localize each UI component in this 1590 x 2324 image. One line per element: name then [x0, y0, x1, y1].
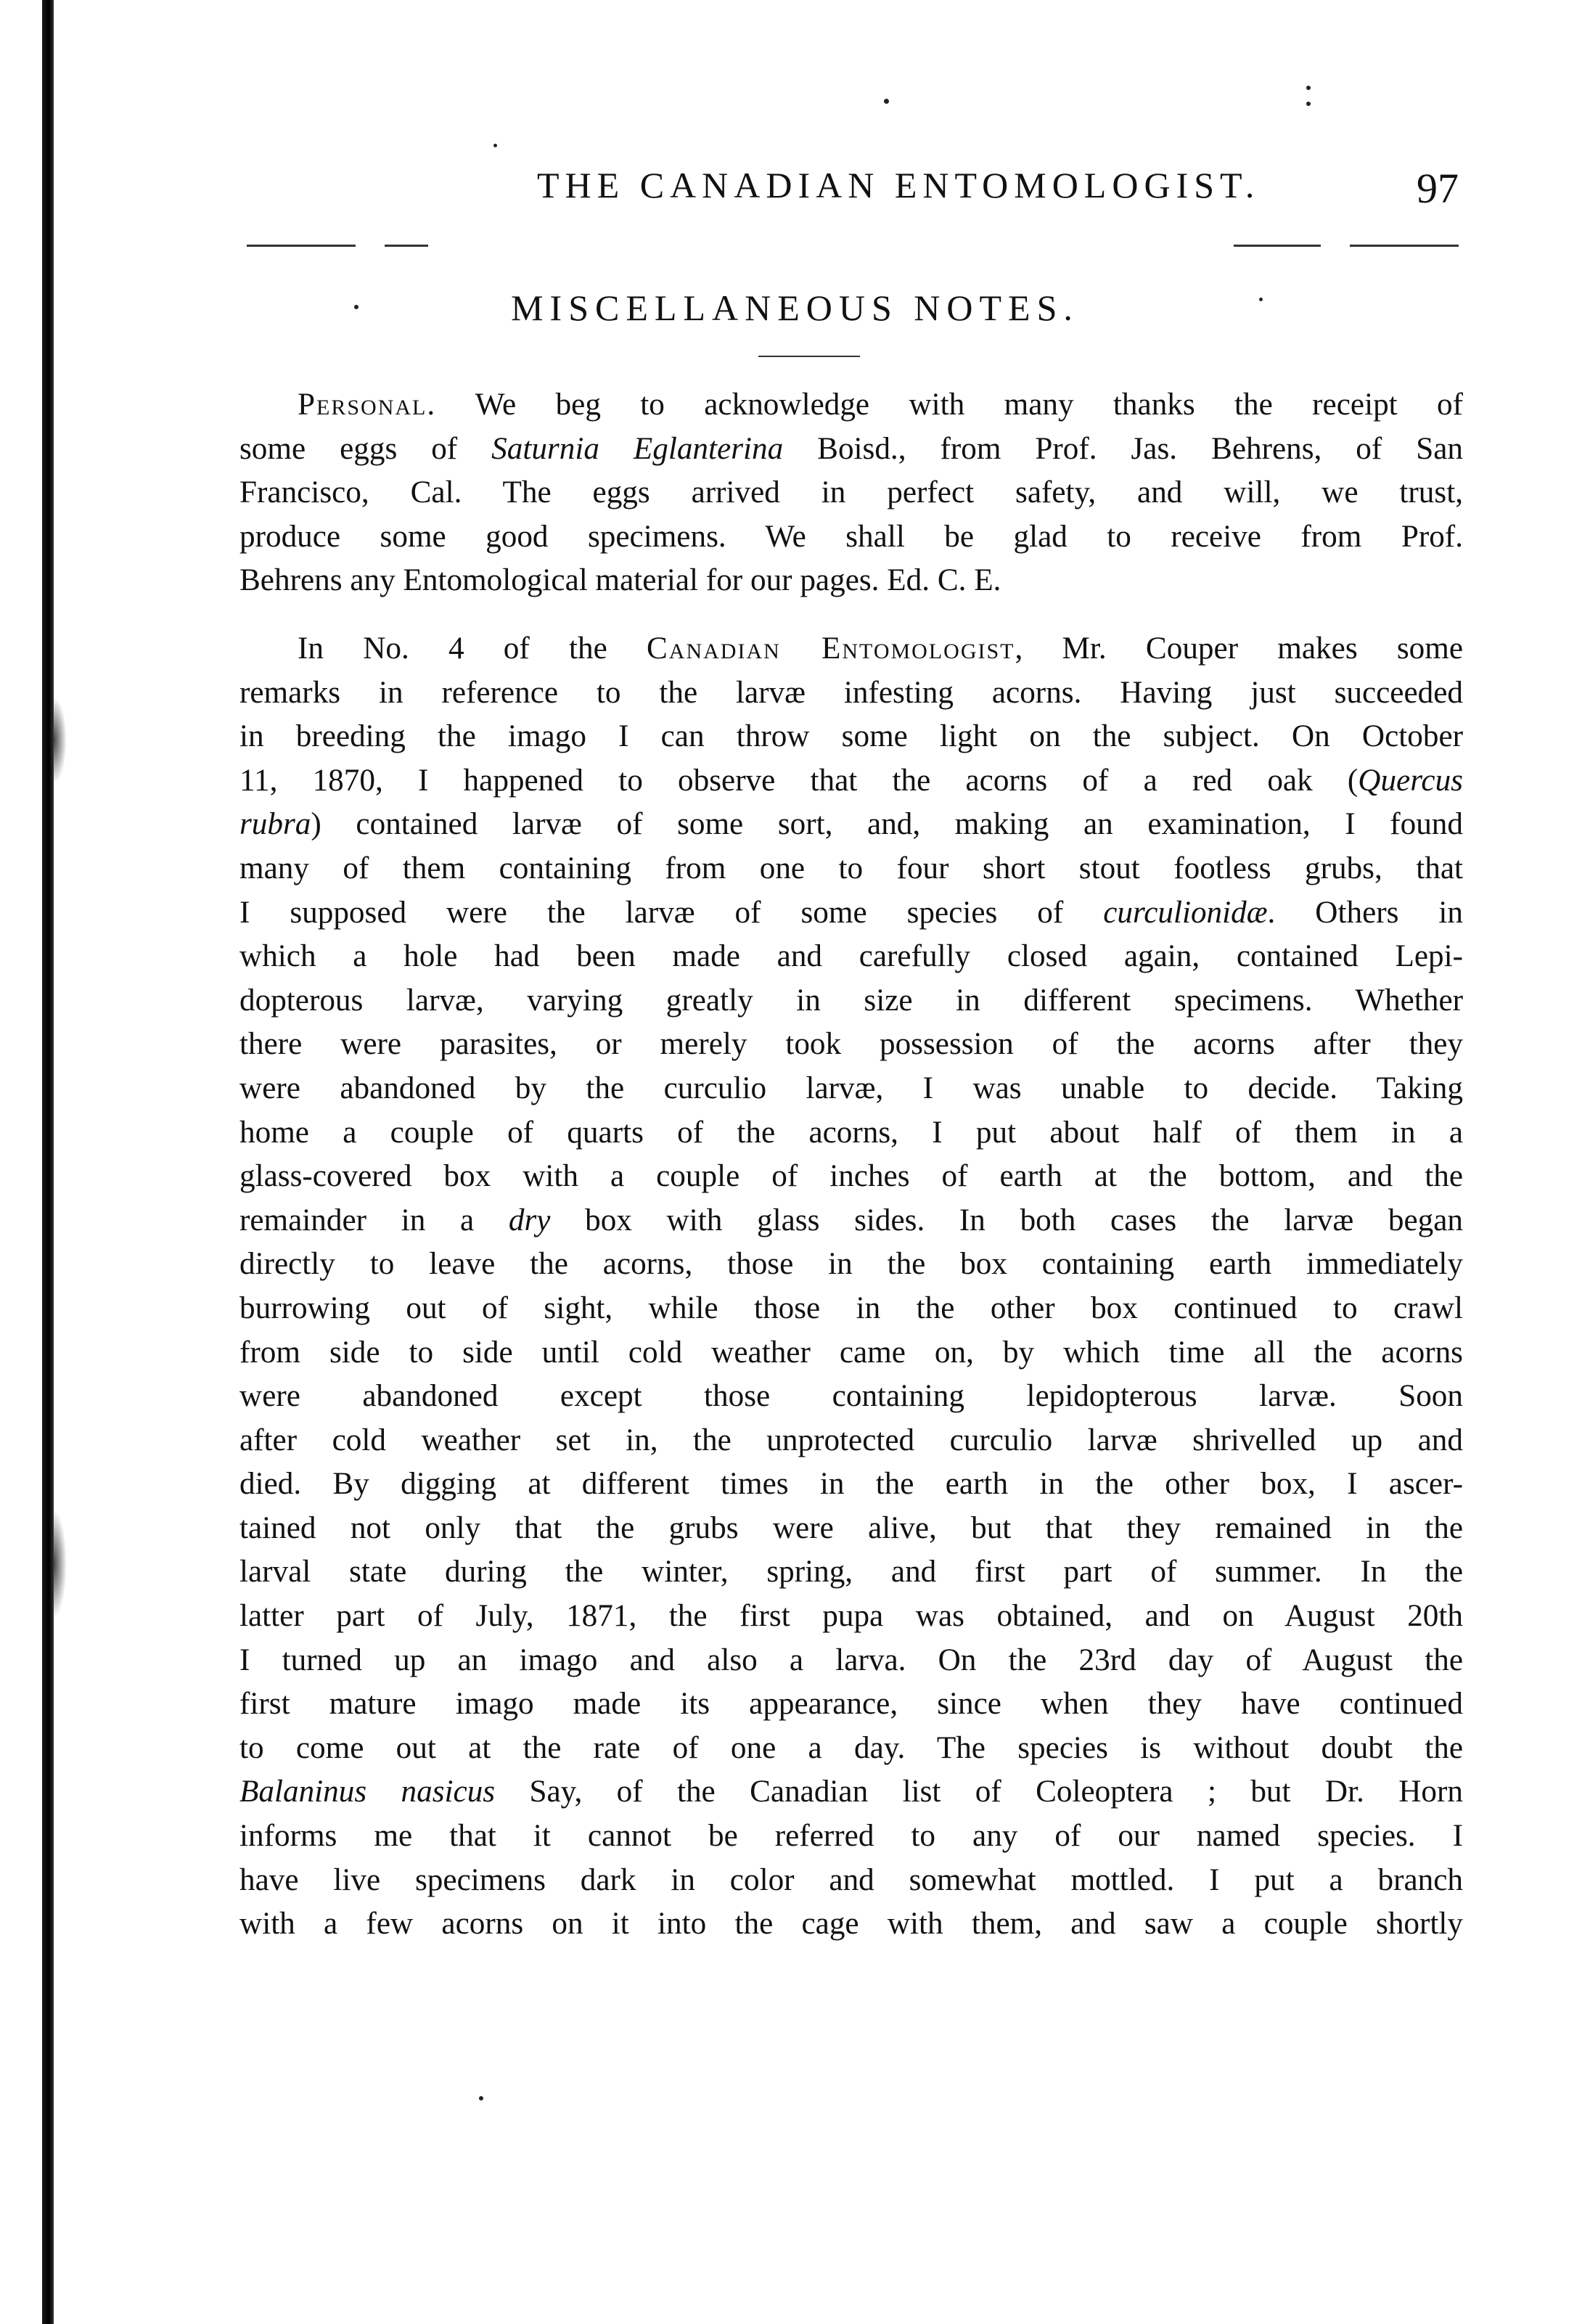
text-line: directly to leave the acorns, those in the box containing earth immediately [239, 1247, 1463, 1282]
species-name: Quercus [1358, 763, 1463, 798]
binding-shadow [54, 697, 67, 784]
text-line: which a hole had been made and carefully closed again, contained Lepi- [239, 939, 1463, 974]
text-run: remainder in a [239, 1203, 509, 1237]
text-run: box with glass sides. In both cases the larvæ began [550, 1203, 1464, 1237]
personal-paragraph [239, 383, 1463, 603]
text-line: produce some good specimens. We shall be glad to receive from Prof. [239, 519, 1463, 554]
text-line: from side to side until cold weather came on, by which time all the acorns [239, 1335, 1463, 1370]
family-name: curculionidæ [1103, 895, 1268, 930]
print-speck [479, 2096, 483, 2100]
acorn-larvae-paragraph [239, 627, 1463, 1947]
text-line [239, 891, 1463, 936]
text-run: . Others in [1267, 895, 1463, 930]
species-name: Saturnia Eglanterina [491, 431, 784, 466]
text-run: In No. 4 of the [298, 631, 647, 666]
text-run: some eggs of [239, 431, 492, 466]
text-line: Behrens any Entomological material for our pages. Ed. C. E. [239, 563, 1001, 598]
title-rule [758, 356, 860, 357]
text-line: dopterous larvæ, varying greatly in size in different specimens. Whether [239, 983, 1463, 1018]
text-line: to come out at the rate of one a day. The species is without doubt the [239, 1730, 1463, 1765]
text-line: many of them containing from one to four short stout footless grubs, that [239, 851, 1463, 885]
print-speck [1306, 102, 1311, 106]
print-speck [493, 144, 497, 147]
text-line: Francisco, Cal. The eggs arrived in perfect safety, and will, we trust, [239, 475, 1463, 510]
text-run: I supposed were the larvæ of some species of [239, 895, 1104, 930]
text-line: glass-covered box with a couple of inches of earth at the bottom, and the [239, 1159, 1463, 1194]
binding-edge [42, 0, 54, 2324]
header-rule-segment [1350, 245, 1459, 247]
species-name: Balaninus nasicus [239, 1775, 496, 1809]
page-number: 97 [1417, 165, 1459, 212]
header-rule-segment [1234, 245, 1321, 247]
text-line [239, 1770, 1463, 1814]
text-line: were abandoned by the curculio larvæ, I was unable to decide. Taking [239, 1071, 1463, 1105]
species-name: rubra [239, 807, 311, 842]
text-line: larval state during the winter, spring, and first part of summer. In the [239, 1555, 1463, 1589]
text-line: first mature imago made its appearance, since when they have continued [239, 1687, 1463, 1722]
text-line: have live specimens dark in color and somewhat mottled. I put a branch [239, 1862, 1463, 1897]
text-line: there were parasites, or merely took possession of the acorns after they [239, 1027, 1463, 1062]
text-run: Say, of the Canadian list of Coleoptera ; but Dr. Horn [495, 1775, 1463, 1809]
text-line: were abandoned except those containing lepidopterous larvæ. Soon [239, 1379, 1463, 1414]
text-run: , Mr. Couper makes some [1015, 631, 1464, 666]
text-line [239, 1199, 1463, 1243]
print-speck [884, 99, 889, 104]
text-line [239, 803, 1463, 847]
header-rule-segment [385, 245, 428, 247]
text-line: burrowing out of sight, while those in the other box continued to crawl [239, 1290, 1463, 1325]
text-run: 11, 1870, I happened to observe that the acorns of a red oak ( [239, 763, 1359, 798]
text-line [239, 627, 1463, 671]
text-line: after cold weather set in, the unprotected curculio larvæ shrivelled up and [239, 1423, 1463, 1457]
text-line: died. By digging at different times in the earth in the other box, I ascer- [239, 1467, 1463, 1502]
text-line: with a few acorns on it into the cage with them, and saw a couple shortly [239, 1907, 1463, 1942]
text-run: Boisd., from Prof. Jas. Behrens, of San [783, 431, 1463, 466]
text-line: remarks in reference to the larvæ infesting acorns. Having just succeeded [239, 675, 1463, 710]
journal-name: Canadian Entomologist [647, 631, 1015, 666]
text-line: I turned up an imago and also a larva. On the 23rd day of August the [239, 1642, 1463, 1677]
text-line: tained not only that the grubs were alive, but that they remained in the [239, 1510, 1463, 1545]
paragraph-lead: Personal. [298, 388, 437, 422]
text-line: in breeding the imago I can throw some light on the subject. On October [239, 719, 1463, 754]
text-line: latter part of July, 1871, the first pupa was obtained, and on August 20th [239, 1599, 1463, 1634]
page-header [247, 164, 1459, 222]
text-line [239, 759, 1463, 803]
text-run: We beg to acknowledge with many thanks the receipt of [436, 388, 1463, 422]
text-line [239, 427, 1463, 472]
running-head: THE CANADIAN ENTOMOLOGIST. [537, 165, 1261, 205]
text-line: home a couple of quarts of the acorns, I put about half of them in a [239, 1115, 1463, 1150]
text-run: ) contained larvæ of some sort, and, making an examination, I found [311, 807, 1463, 842]
section-title: MISCELLANEOUS NOTES. [511, 287, 1079, 328]
header-rule-segment [247, 245, 356, 247]
text-line: informs me that it cannot be referred to any of our named species. I [239, 1819, 1463, 1854]
text-line [239, 383, 1463, 427]
binding-shadow [54, 1510, 67, 1619]
emphasis: dry [508, 1203, 551, 1237]
print-speck [1306, 86, 1311, 90]
